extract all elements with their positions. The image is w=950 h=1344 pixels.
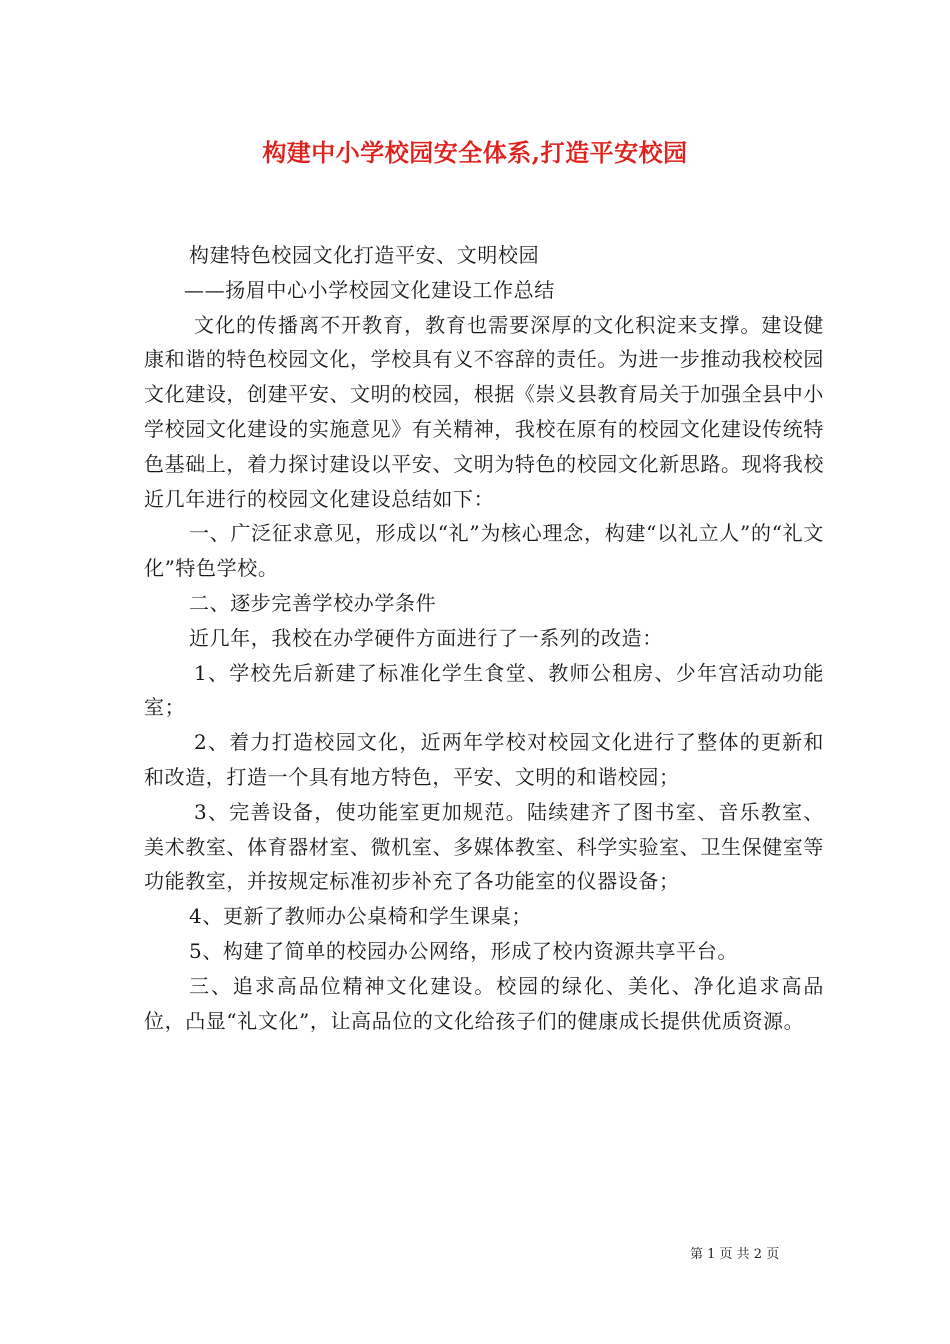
paragraph: 1、学校先后新建了标准化学生食堂、教师公租房、少年宫活动功能室； [144, 660, 824, 720]
paragraph: 三、追求高品位精神文化建设。校园的绿化、美化、净化追求高品位，凸显“礼文化”，让高品位的文化给孩子们的健康成长提供优质资源。 [144, 973, 824, 1033]
byline: ——扬眉中心小学校园文化建设工作总结 [184, 277, 555, 302]
document-title: 构建中小学校园安全体系,打造平安校园 [262, 138, 688, 167]
paragraph: 一、广泛征求意见，形成以“礼”为核心理念，构建“以礼立人”的“礼文化”特色学校。 [144, 521, 824, 581]
paragraph: 3、完善设备，使功能室更加规范。陆续建齐了图书室、音乐教室、美术教室、体育器材室、微机室、多媒体教室、科学实验室、卫生保健室等功能教室，并按规定标准初步补充了各功能室的仪器设备； [144, 799, 824, 894]
paragraph: 文化的传播离不开教育，教育也需要深厚的文化积淀来支撑。建设健康和谐的特色校园文化，学校具有义不容辞的责任。为进一步推动我校校园文化建设，创建平安、文明的校园，根据《崇义县教育局关于加强全县中小学校园文化建设的实施意见》有关精神，我校在原有的校园文化建设传统特色基础上，着力探讨建设以平安、文明为特色的校园文化新思路。现将我校近几年进行的校园文化建设总结如下： [144, 312, 824, 511]
subtitle: 构建特色校园文化打造平安、文明校园 [189, 243, 540, 267]
page-indicator: 第 1 页 共 2 页 [690, 1247, 780, 1262]
paragraph: 2、着力打造校园文化，近两年学校对校园文化进行了整体的更新和和改造，打造一个具有地方特色，平安、文明的和谐校园； [144, 730, 824, 789]
paragraph: 二、逐步完善学校办学条件 [189, 590, 437, 615]
paragraph: 4、更新了教师办公桌椅和学生课桌； [189, 904, 532, 929]
paragraph: 近几年，我校在办学硬件方面进行了一系列的改造： [189, 625, 663, 650]
paragraph: 5、构建了简单的校园办公网络，形成了校内资源共享平台。 [189, 938, 738, 963]
document-body [144, 238, 824, 1038]
